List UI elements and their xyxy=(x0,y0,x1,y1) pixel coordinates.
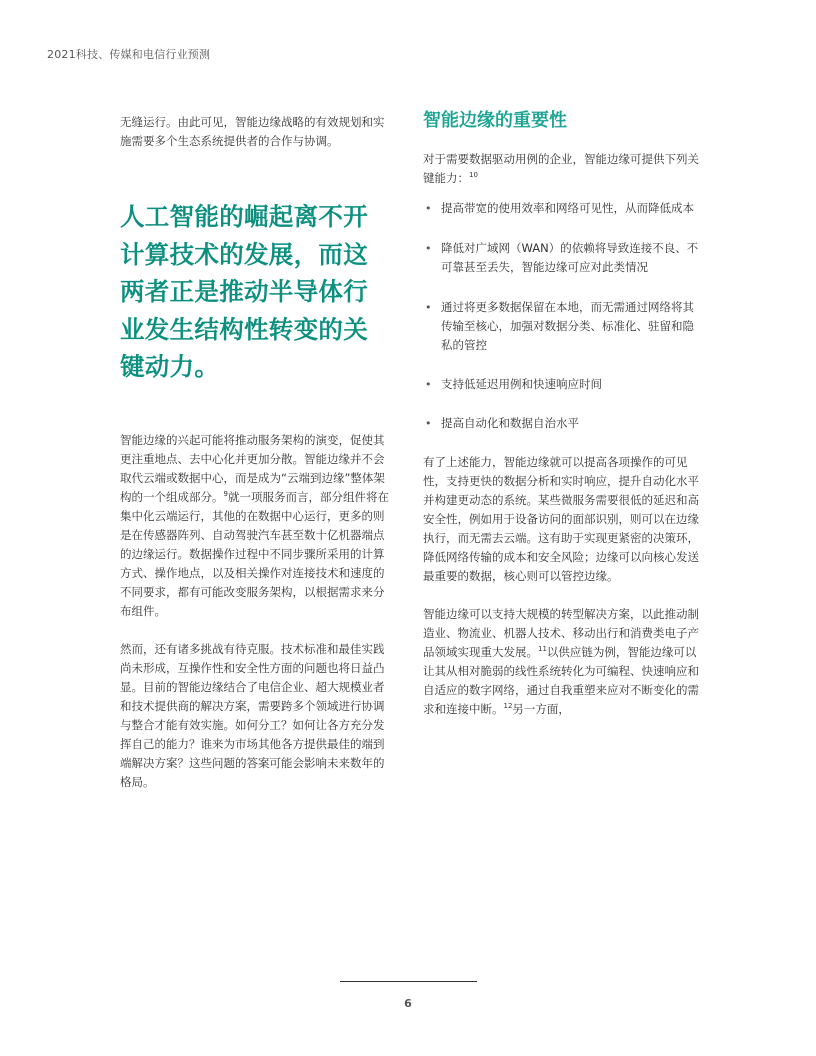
list-item-text: 通过将更多数据保留在本地，而无需通过网络将其传输至核心，加强对数据分类、标准化、驻留和隐私的管控 xyxy=(441,300,694,352)
capabilities-list xyxy=(423,199,701,433)
pull-quote: 人工智能的崛起离不开计算技术的发展，而这两者正是推动半导体行业发生结构性转变的关键动力。 xyxy=(120,202,368,381)
list-item-text: 支持低延迟用例和快速响应时间 xyxy=(441,377,602,391)
footer-divider xyxy=(340,981,477,982)
right-intro-text: 对于需要数据驱动用例的企业，智能边缘可提供下列关键能力： xyxy=(423,152,699,185)
right-paragraph-2-text-b: 以供应链为例，智能边缘可以让其从相对脆弱的线性系统转化为可编程、快速响应和自适应的数字网络，通过自我重塑来应对不断变化的需求和连接中断。 xyxy=(423,645,699,716)
list-item xyxy=(423,239,701,277)
left-paragraph-1-text-b: 就一项服务而言，部分组件将在集中化云端运行，其他的在数据中心运行，更多的则是在传感器阵列、自动驾驶汽车甚至数十亿机器端点的边缘运行。数据操作过程中不同步骤所采用的计算方式、操作地点，以及相关操作对连接技术和速度的不同要求，都有可能改变服务架构，以根据需求来分布组件。 xyxy=(120,489,389,618)
footnote-ref-11[interactable]: 11 xyxy=(538,645,547,654)
footnote-ref-9[interactable]: 9 xyxy=(223,489,228,498)
left-paragraph-2: 然而，还有诸多挑战有待克服。技术标准和最佳实践尚未形成，互操作性和安全性方面的问题也将日益凸显。目前的智能边缘结合了电信企业、超大规模业者和技术提供商的解决方案，需要跨多个领域进行协调与整合才能有效实施。如何分工？如何让各方充分发挥自己的能力？谁来为市场其他各方提供最佳的端到端解决方案？这些问题的答案可能会影响未来数年的格局。 xyxy=(120,641,385,789)
right-paragraph-2 xyxy=(423,605,701,719)
list-item xyxy=(423,199,701,218)
footnote-ref-12[interactable]: 12 xyxy=(503,702,513,711)
list-item xyxy=(423,414,701,433)
left-paragraph-1-text-a: 智能边缘的兴起可能将推动服务架构的演变，促使其更注重地点、去中心化并更加分散。智能边缘并不会取代云端或数据中心，而是成为“云端到边缘”整体架构的一个组成部分。 xyxy=(120,432,385,504)
list-item-text: 提高自动化和数据自治水平 xyxy=(441,416,579,430)
document-header: 2021科技、传媒和电信行业预测 xyxy=(47,48,211,61)
right-column xyxy=(423,109,701,719)
right-intro-paragraph xyxy=(423,150,701,188)
list-item xyxy=(423,298,701,355)
right-paragraph-2-text-a: 智能边缘可以支持大规模的转型解决方案，以此推动制造业、物流业、机器人技术、移动出行和消费类电子产品领域实现重大发展。 xyxy=(423,607,699,659)
bullet-icon: • xyxy=(425,301,432,314)
list-item-text: 降低对广域网（WAN）的依赖将导致连接不良、不可靠甚至丢失，智能边缘可应对此类情况 xyxy=(441,241,699,274)
footnote-ref-10[interactable]: 10 xyxy=(469,171,478,180)
bullet-icon: • xyxy=(425,378,432,391)
bullet-icon: • xyxy=(425,417,432,430)
section-title: 智能边缘的重要性 xyxy=(423,110,567,131)
left-paragraph-1 xyxy=(120,431,392,621)
bullet-icon: • xyxy=(425,202,432,215)
list-item-text: 提高带宽的使用效率和网络可见性，从而降低成本 xyxy=(441,201,694,215)
list-item xyxy=(423,375,701,394)
right-paragraph-2-text-c: 另一方面， xyxy=(512,702,570,716)
page-number: 6 xyxy=(404,997,412,1010)
left-intro-paragraph: 无缝运行。由此可见，智能边缘战略的有效规划和实施需要多个生态系统提供者的合作与协调。 xyxy=(120,115,385,148)
bullet-icon: • xyxy=(425,242,432,255)
right-paragraph-1: 有了上述能力，智能边缘就可以提高各项操作的可见性，支持更快的数据分析和实时响应，提升自动化水平并构建更动态的系统。某些微服务需要很低的延迟和高安全性，例如用于设备访问的面部识别，则可以在边缘执行，而无需去云端。这有助于实现更紧密的决策环，降低网络传输的成本和安全风险；边缘可以向核心发送最重要的数据，核心则可以管控边缘。 xyxy=(423,455,699,583)
left-column xyxy=(120,113,392,792)
